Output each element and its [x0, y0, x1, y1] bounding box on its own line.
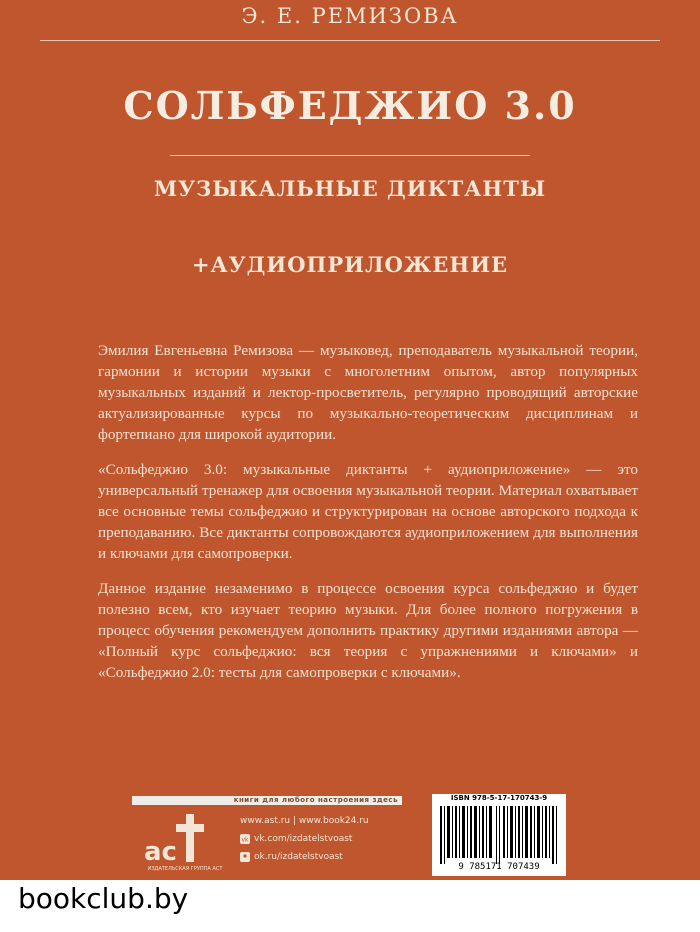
slogan-text: книги для любого настроения здесь [233, 796, 398, 804]
vk-link[interactable] [240, 830, 369, 848]
paragraph-book-summary: «Сольфеджио 3.0: музыкальные диктанты + аудиоприложение» — это универсальный тренажер для освоения музыкальной теории. Материал охватывает все основные темы сольфеджио и структурирован на основе авторского подхода к преподаванию. Все диктанты сопровождаются аудиоприложением для выполнения и ключами для самопроверки. [98, 461, 638, 562]
barcode-icon [436, 806, 562, 864]
book-title: СОЛЬФЕДЖИО 3.0 [123, 83, 577, 128]
ok-link[interactable] [240, 848, 369, 866]
description [98, 340, 638, 697]
svg-text:ас: ас [144, 837, 177, 867]
book-subtitle: МУЗЫКАЛЬНЫЕ ДИКТАНТЫ [153, 176, 547, 201]
barcode-number: 9 785171 707439 [458, 862, 540, 872]
isbn-barcode-block [432, 794, 566, 876]
publisher-caption: ИЗДАТЕЛЬСКАЯ ГРУППА АСТ [147, 866, 223, 872]
website-text: www.ast.ru | www.book24.ru [240, 816, 369, 826]
paragraph-author-bio: Эмилия Евгеньевна Ремизова — музыковед, преподаватель музыкальной теории, гармонии и истории музыки с многолетним опытом, автор популярных музыкальных изданий и лектор-просветитель, регулярно проводящий авторские актуализированные курсы по музыкально-теоретическим дисциплинам и фортепиано для широкой аудитории. [98, 342, 638, 443]
publisher-links [240, 812, 369, 866]
vk-icon [240, 834, 250, 844]
ast-logo-icon [142, 812, 212, 868]
ok-text: ok.ru/izdatelstvoast [254, 852, 343, 862]
isbn-label: ISBN 978-5-17-170743-9 [450, 794, 548, 802]
website-link[interactable] [240, 812, 369, 830]
author-name: Э. Е. РЕМИЗОВА [241, 4, 459, 28]
svg-text:vk: vk [241, 836, 249, 844]
site-watermark: bookclub.by [18, 882, 189, 915]
vk-text: vk.com/izdatelstvoast [254, 834, 353, 844]
title-divider [170, 155, 530, 156]
ok-icon [240, 852, 250, 862]
audio-supplement-label: +АУДИОПРИЛОЖЕНИЕ [191, 252, 509, 277]
top-divider [40, 40, 660, 41]
paragraph-recommendation: Данное издание незаменимо в процессе освоения курса сольфеджио и будет полезно всем, кто изучает теорию музыки. Для более полного погружения в процесс обучения рекомендуем дополнить практику другими изданиями автора — «Полный курс сольфеджио: вся теория с упражнениями и ключами» и «Сольфеджио 2.0: тесты для самопроверки с ключами». [98, 580, 638, 681]
